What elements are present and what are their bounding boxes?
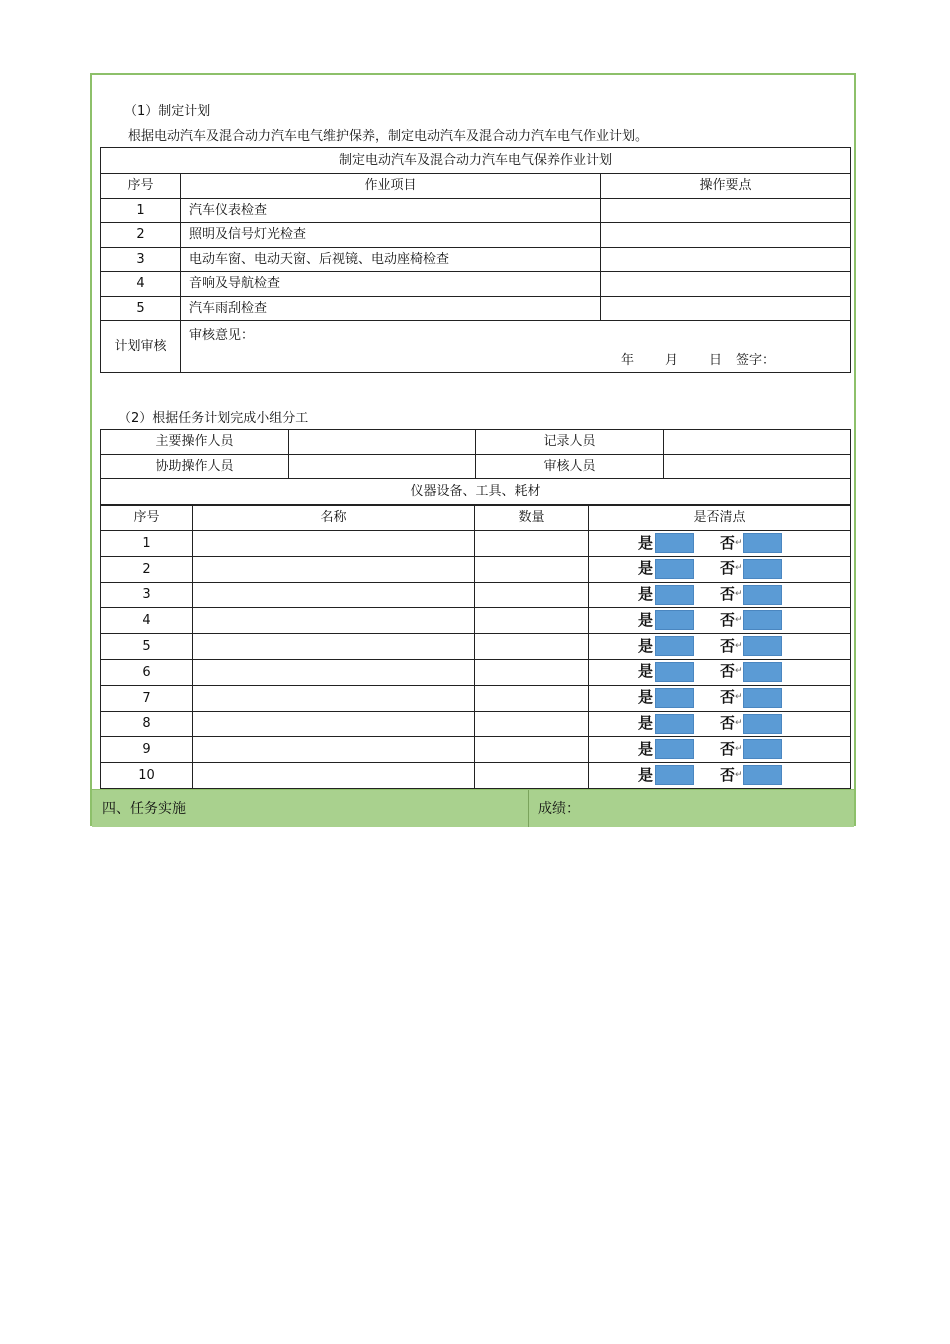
equipment-counted-cell bbox=[589, 763, 851, 789]
equipment-header-counted: 是否清点 bbox=[589, 506, 851, 531]
table-row bbox=[101, 685, 851, 711]
counted-toggle bbox=[633, 609, 803, 631]
equipment-qty-field[interactable] bbox=[475, 531, 589, 557]
counted-toggle bbox=[633, 558, 803, 580]
table-row bbox=[101, 711, 851, 737]
equipment-header-qty: 数量 bbox=[475, 506, 589, 531]
yes-label: 是 bbox=[638, 739, 654, 758]
equipment-header-name: 名称 bbox=[193, 506, 475, 531]
section2-heading: （2）根据任务计划完成小组分工 bbox=[118, 411, 309, 426]
yes-label: 是 bbox=[638, 662, 654, 681]
equipment-qty-field[interactable] bbox=[475, 711, 589, 737]
footer-divider bbox=[528, 790, 529, 827]
yes-checkbox[interactable] bbox=[655, 636, 694, 656]
equipment-counted-cell bbox=[589, 531, 851, 557]
plan-review-field[interactable] bbox=[181, 321, 851, 373]
yes-label: 是 bbox=[638, 714, 654, 733]
yes-checkbox[interactable] bbox=[655, 610, 694, 630]
table-row bbox=[101, 659, 851, 685]
no-checkbox[interactable] bbox=[743, 533, 782, 553]
plan-header-item: 作业项目 bbox=[181, 174, 601, 199]
plan-row-item: 照明及信号灯光检查 bbox=[181, 223, 601, 248]
equipment-row-no: 1 bbox=[101, 531, 193, 557]
equipment-counted-cell bbox=[589, 608, 851, 634]
equipment-qty-field[interactable] bbox=[475, 659, 589, 685]
yes-label: 是 bbox=[638, 765, 654, 784]
no-checkbox[interactable] bbox=[743, 559, 782, 579]
counted-toggle bbox=[633, 764, 803, 786]
counted-toggle bbox=[633, 687, 803, 709]
no-label: 否 bbox=[720, 765, 736, 784]
worksheet-frame bbox=[90, 73, 856, 826]
table-row bbox=[101, 272, 851, 297]
recorder-field[interactable] bbox=[664, 430, 851, 455]
plan-row-no: 2 bbox=[101, 223, 181, 248]
no-label: 否 bbox=[720, 559, 736, 578]
plan-row-no: 4 bbox=[101, 272, 181, 297]
no-checkbox[interactable] bbox=[743, 714, 782, 734]
yes-label: 是 bbox=[638, 610, 654, 629]
no-checkbox[interactable] bbox=[743, 585, 782, 605]
no-label: 否 bbox=[720, 688, 736, 707]
table-row bbox=[101, 763, 851, 789]
equipment-row-no: 6 bbox=[101, 659, 193, 685]
plan-row-keypoints-field[interactable] bbox=[601, 272, 851, 297]
equipment-table-title: 仪器设备、工具、耗材 bbox=[101, 479, 851, 505]
no-label: 否 bbox=[720, 585, 736, 604]
equipment-row-no: 7 bbox=[101, 685, 193, 711]
equipment-counted-cell bbox=[589, 582, 851, 608]
equipment-name-field[interactable] bbox=[193, 711, 475, 737]
counted-toggle bbox=[633, 532, 803, 554]
plan-row-item: 电动车窗、电动天窗、后视镜、电动座椅检查 bbox=[181, 247, 601, 272]
no-checkbox[interactable] bbox=[743, 636, 782, 656]
table-row bbox=[101, 556, 851, 582]
assistant-operator-label: 协助操作人员 bbox=[101, 454, 289, 479]
table-row bbox=[101, 247, 851, 272]
assistant-operator-field[interactable] bbox=[289, 454, 476, 479]
plan-table bbox=[100, 147, 851, 373]
equipment-name-field[interactable] bbox=[193, 763, 475, 789]
equipment-name-field[interactable] bbox=[193, 531, 475, 557]
equipment-row-no: 5 bbox=[101, 634, 193, 660]
table-row bbox=[101, 582, 851, 608]
equipment-row-no: 9 bbox=[101, 737, 193, 763]
plan-review-label: 计划审核 bbox=[101, 321, 181, 373]
yes-checkbox[interactable] bbox=[655, 585, 694, 605]
plan-row-item: 音响及导航检查 bbox=[181, 272, 601, 297]
section1-intro: 根据电动汽车及混合动力汽车电气维护保养，制定电动汽车及混合动力汽车电气作业计划。 bbox=[128, 129, 649, 144]
yes-checkbox[interactable] bbox=[655, 765, 694, 785]
equipment-name-field[interactable] bbox=[193, 737, 475, 763]
no-label: 否 bbox=[720, 739, 736, 758]
yes-label: 是 bbox=[638, 533, 654, 552]
score-label: 成绩： bbox=[538, 801, 580, 817]
equipment-counted-cell bbox=[589, 711, 851, 737]
counted-toggle bbox=[633, 661, 803, 683]
table-row bbox=[101, 296, 851, 321]
equipment-qty-field[interactable] bbox=[475, 582, 589, 608]
equipment-name-field[interactable] bbox=[193, 634, 475, 660]
return-mark: ↵ bbox=[735, 640, 743, 651]
no-checkbox[interactable] bbox=[743, 662, 782, 682]
equipment-counted-cell bbox=[589, 685, 851, 711]
yes-checkbox[interactable] bbox=[655, 662, 694, 682]
plan-table-title: 制定电动汽车及混合动力汽车电气保养作业计划 bbox=[101, 148, 851, 174]
equipment-qty-field[interactable] bbox=[475, 685, 589, 711]
plan-header-keypoints: 操作要点 bbox=[601, 174, 851, 199]
equipment-qty-field[interactable] bbox=[475, 634, 589, 660]
no-checkbox[interactable] bbox=[743, 610, 782, 630]
equipment-qty-field[interactable] bbox=[475, 737, 589, 763]
plan-row-no: 3 bbox=[101, 247, 181, 272]
equipment-body-table bbox=[100, 530, 851, 789]
reviewer-field[interactable] bbox=[664, 454, 851, 479]
task-implementation-label: 四、任务实施 bbox=[102, 801, 186, 817]
no-label: 否 bbox=[720, 533, 736, 552]
return-mark: ↵ bbox=[735, 718, 743, 729]
equipment-row-no: 8 bbox=[101, 711, 193, 737]
plan-row-keypoints-field[interactable] bbox=[601, 223, 851, 248]
no-label: 否 bbox=[720, 610, 736, 629]
date-day-label: 日 bbox=[709, 353, 723, 368]
counted-toggle bbox=[633, 738, 803, 760]
equipment-header-no: 序号 bbox=[101, 506, 193, 531]
equipment-name-field[interactable] bbox=[193, 608, 475, 634]
no-label: 否 bbox=[720, 662, 736, 681]
equipment-row-no: 4 bbox=[101, 608, 193, 634]
plan-row-item: 汽车雨刮检查 bbox=[181, 296, 601, 321]
personnel-table bbox=[100, 429, 851, 505]
yes-checkbox[interactable] bbox=[655, 688, 694, 708]
no-checkbox[interactable] bbox=[743, 765, 782, 785]
counted-toggle bbox=[633, 584, 803, 606]
yes-checkbox[interactable] bbox=[655, 559, 694, 579]
counted-toggle bbox=[633, 635, 803, 657]
equipment-name-field[interactable] bbox=[193, 659, 475, 685]
return-mark: ↵ bbox=[735, 614, 743, 625]
plan-row-item: 汽车仪表检查 bbox=[181, 198, 601, 223]
review-opinion-label: 审核意见： bbox=[189, 328, 255, 343]
return-mark: ↵ bbox=[735, 589, 743, 600]
table-row bbox=[101, 737, 851, 763]
equipment-row-no: 10 bbox=[101, 763, 193, 789]
main-operator-field[interactable] bbox=[289, 430, 476, 455]
yes-checkbox[interactable] bbox=[655, 739, 694, 759]
recorder-label: 记录人员 bbox=[476, 430, 664, 455]
plan-row-keypoints-field[interactable] bbox=[601, 296, 851, 321]
equipment-counted-cell bbox=[589, 659, 851, 685]
return-mark: ↵ bbox=[735, 563, 743, 574]
equipment-counted-cell bbox=[589, 556, 851, 582]
no-checkbox[interactable] bbox=[743, 688, 782, 708]
table-row bbox=[101, 223, 851, 248]
equipment-row-no: 2 bbox=[101, 556, 193, 582]
signature-label: 签字： bbox=[736, 353, 776, 368]
yes-checkbox[interactable] bbox=[655, 533, 694, 553]
date-month-label: 月 bbox=[665, 353, 679, 368]
yes-checkbox[interactable] bbox=[655, 714, 694, 734]
plan-row-no: 5 bbox=[101, 296, 181, 321]
task-implementation-bar bbox=[92, 789, 854, 827]
yes-label: 是 bbox=[638, 585, 654, 604]
table-row bbox=[101, 531, 851, 557]
return-mark: ↵ bbox=[735, 769, 743, 780]
no-label: 否 bbox=[720, 636, 736, 655]
yes-label: 是 bbox=[638, 559, 654, 578]
section1-heading: （1）制定计划 bbox=[124, 104, 211, 119]
plan-header-no: 序号 bbox=[101, 174, 181, 199]
no-label: 否 bbox=[720, 714, 736, 733]
table-row bbox=[101, 608, 851, 634]
reviewer-label: 审核人员 bbox=[476, 454, 664, 479]
equipment-qty-field[interactable] bbox=[475, 556, 589, 582]
equipment-counted-cell bbox=[589, 737, 851, 763]
table-row bbox=[101, 634, 851, 660]
equipment-table bbox=[100, 505, 851, 531]
plan-row-no: 1 bbox=[101, 198, 181, 223]
return-mark: ↵ bbox=[735, 666, 743, 677]
equipment-qty-field[interactable] bbox=[475, 608, 589, 634]
return-mark: ↵ bbox=[735, 537, 743, 548]
equipment-qty-field[interactable] bbox=[475, 763, 589, 789]
equipment-name-field[interactable] bbox=[193, 582, 475, 608]
equipment-name-field[interactable] bbox=[193, 685, 475, 711]
return-mark: ↵ bbox=[735, 743, 743, 754]
yes-label: 是 bbox=[638, 688, 654, 707]
counted-toggle bbox=[633, 713, 803, 735]
table-row bbox=[101, 198, 851, 223]
plan-row-keypoints-field[interactable] bbox=[601, 247, 851, 272]
return-mark: ↵ bbox=[735, 692, 743, 703]
date-year-label: 年 bbox=[621, 353, 635, 368]
no-checkbox[interactable] bbox=[743, 739, 782, 759]
equipment-row-no: 3 bbox=[101, 582, 193, 608]
equipment-name-field[interactable] bbox=[193, 556, 475, 582]
main-operator-label: 主要操作人员 bbox=[101, 430, 289, 455]
yes-label: 是 bbox=[638, 636, 654, 655]
equipment-counted-cell bbox=[589, 634, 851, 660]
plan-row-keypoints-field[interactable] bbox=[601, 198, 851, 223]
